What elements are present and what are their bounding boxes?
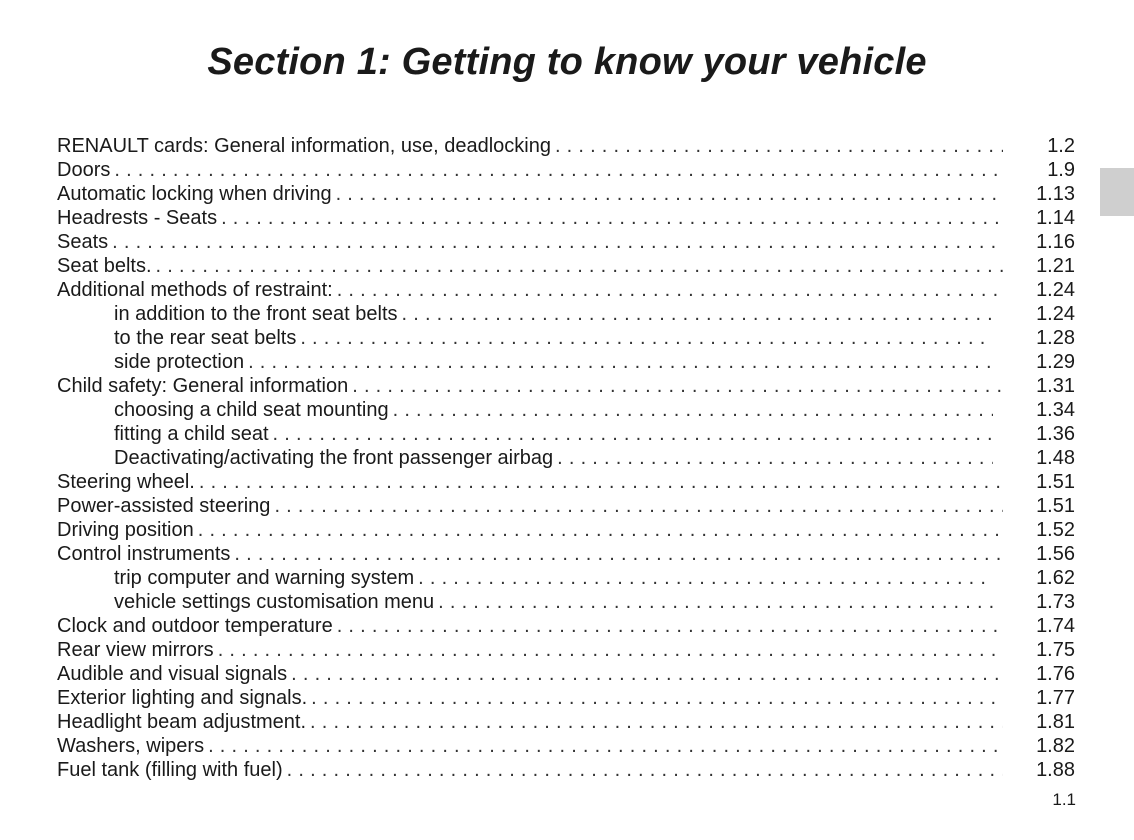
- toc-entry-label: Headrests - Seats: [57, 207, 218, 229]
- dot-leader: [230, 542, 1003, 566]
- toc-entry-label: Headlight beam adjustment.: [57, 711, 307, 733]
- toc-entry[interactable]: [57, 254, 1075, 278]
- toc-entry-label: Doors: [57, 159, 111, 181]
- toc-entry-page: 1.21: [1036, 255, 1075, 277]
- toc-entry[interactable]: [57, 542, 1075, 566]
- toc-entry-page: 1.2: [1047, 135, 1075, 157]
- toc-entry-label: Seats: [57, 231, 109, 253]
- toc-entry[interactable]: [57, 278, 1075, 302]
- page-title: Section 1: Getting to know your vehicle: [207, 41, 927, 84]
- dot-leader: [270, 494, 1003, 518]
- toc-entry-label: Exterior lighting and signals.: [57, 687, 308, 709]
- toc-entry-label: RENAULT cards: General information, use, deadlocking: [57, 135, 551, 157]
- toc-entry-page: 1.56: [1036, 543, 1075, 565]
- toc-entry-page: 1.81: [1036, 711, 1075, 733]
- toc-entry-page: 1.13: [1036, 183, 1075, 205]
- toc-entry-page: 1.51: [1036, 471, 1075, 493]
- toc-entry-page: 1.31: [1036, 375, 1075, 397]
- dot-leader: [194, 518, 1003, 542]
- toc-entry[interactable]: [57, 374, 1075, 398]
- dot-leader: [389, 398, 993, 422]
- toc-entry-label: to the rear seat belts: [114, 327, 297, 349]
- toc-entry-label: Child safety: General information: [57, 375, 349, 397]
- dot-leader: [551, 134, 1003, 158]
- toc-entry-label: fitting a child seat: [114, 423, 269, 445]
- toc-entry-page: 1.77: [1036, 687, 1075, 709]
- dot-leader: [348, 374, 1003, 398]
- toc-entry[interactable]: [57, 158, 1075, 182]
- dot-leader: [333, 278, 1003, 302]
- dot-leader: [269, 422, 993, 446]
- dot-leader: [108, 230, 1003, 254]
- toc-entry-page: 1.76: [1036, 663, 1075, 685]
- toc-entry-page: 1.24: [1036, 303, 1075, 325]
- toc-entry[interactable]: [57, 710, 1075, 734]
- dot-leader: [398, 302, 993, 326]
- table-of-contents: [57, 134, 1075, 782]
- toc-entry-page: 1.73: [1036, 591, 1075, 613]
- toc-entry-label: Audible and visual signals: [57, 663, 288, 685]
- dot-leader: [333, 614, 1003, 638]
- dot-leader: [283, 758, 1003, 782]
- toc-entry[interactable]: [57, 662, 1075, 686]
- toc-entry-page: 1.16: [1036, 231, 1075, 253]
- toc-subentry[interactable]: [57, 302, 1075, 326]
- toc-subentry[interactable]: [57, 326, 1075, 350]
- dot-leader: [414, 566, 993, 590]
- toc-entry-label: Seat belts.: [57, 255, 152, 277]
- toc-entry[interactable]: [57, 494, 1075, 518]
- toc-entry[interactable]: [57, 470, 1075, 494]
- dot-leader: [332, 182, 1003, 206]
- toc-subentry[interactable]: [57, 590, 1075, 614]
- toc-subentry[interactable]: [57, 398, 1075, 422]
- toc-entry-label: side protection: [114, 351, 245, 373]
- page-number: 1.1: [1052, 790, 1076, 809]
- dot-leader: [152, 254, 1003, 278]
- dot-leader: [244, 350, 993, 374]
- toc-entry-page: 1.52: [1036, 519, 1075, 541]
- toc-entry-label: in addition to the front seat belts: [114, 303, 398, 325]
- toc-entry-label: Rear view mirrors: [57, 639, 214, 661]
- toc-entry[interactable]: [57, 638, 1075, 662]
- toc-entry[interactable]: [57, 230, 1075, 254]
- toc-entry-page: 1.74: [1036, 615, 1075, 637]
- dot-leader: [553, 446, 993, 470]
- toc-entry[interactable]: [57, 758, 1075, 782]
- toc-entry-page: 1.36: [1036, 423, 1075, 445]
- dot-leader: [110, 158, 1003, 182]
- toc-entry-label: Automatic locking when driving: [57, 183, 332, 205]
- toc-entry-label: Driving position: [57, 519, 194, 541]
- toc-entry-label: choosing a child seat mounting: [114, 399, 389, 421]
- toc-entry[interactable]: [57, 134, 1075, 158]
- toc-subentry[interactable]: [57, 350, 1075, 374]
- toc-entry[interactable]: [57, 182, 1075, 206]
- dot-leader: [217, 206, 1003, 230]
- toc-entry-label: Control instruments: [57, 543, 231, 565]
- dot-leader: [296, 326, 993, 350]
- toc-entry-page: 1.48: [1036, 447, 1075, 469]
- toc-entry[interactable]: [57, 518, 1075, 542]
- toc-entry[interactable]: [57, 614, 1075, 638]
- toc-entry-label: Fuel tank (filling with fuel): [57, 759, 283, 781]
- toc-entry-label: Clock and outdoor temperature: [57, 615, 333, 637]
- toc-subentry[interactable]: [57, 422, 1075, 446]
- toc-entry-page: 1.14: [1036, 207, 1075, 229]
- toc-entry-label: vehicle settings customisation menu: [114, 591, 435, 613]
- toc-entry-label: trip computer and warning system: [114, 567, 415, 589]
- dot-leader: [307, 686, 1003, 710]
- toc-entry-label: Deactivating/activating the front passenger airbag: [114, 447, 554, 469]
- toc-entry-label: Additional methods of restraint:: [57, 279, 333, 301]
- toc-subentry[interactable]: [57, 566, 1075, 590]
- toc-entry-page: 1.28: [1036, 327, 1075, 349]
- dot-leader: [204, 734, 1003, 758]
- toc-entry-page: 1.82: [1036, 735, 1075, 757]
- toc-entry-page: 1.34: [1036, 399, 1075, 421]
- toc-entry[interactable]: [57, 734, 1075, 758]
- toc-entry-page: 1.88: [1036, 759, 1075, 781]
- section-tab-marker: [1100, 168, 1134, 216]
- toc-entry-label: Steering wheel.: [57, 471, 195, 493]
- toc-entry[interactable]: [57, 686, 1075, 710]
- toc-entry-page: 1.24: [1036, 279, 1075, 301]
- toc-entry-label: Washers, wipers: [57, 735, 205, 757]
- dot-leader: [214, 638, 1003, 662]
- dot-leader: [434, 590, 993, 614]
- toc-entry-page: 1.9: [1047, 159, 1075, 181]
- toc-entry[interactable]: [57, 206, 1075, 230]
- toc-entry-page: 1.62: [1036, 567, 1075, 589]
- toc-entry-label: Power-assisted steering: [57, 495, 271, 517]
- toc-entry-page: 1.29: [1036, 351, 1075, 373]
- toc-entry-page: 1.75: [1036, 639, 1075, 661]
- dot-leader: [306, 710, 1003, 734]
- toc-subentry[interactable]: [57, 446, 1075, 470]
- toc-entry-page: 1.51: [1036, 495, 1075, 517]
- dot-leader: [287, 662, 1003, 686]
- dot-leader: [195, 470, 1003, 494]
